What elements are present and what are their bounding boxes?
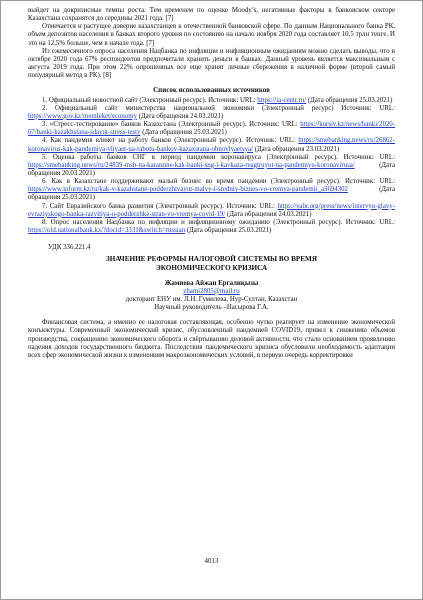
references-title: Список использованных источников [153,86,270,95]
reference-link[interactable]: https://smebanking.news/ru/24839-msb-na-karantine-kak-banki-sng-i-kavkaza-reagiruyut-na-pandemiyu-koronavirusa/ [28,161,355,169]
reference-item [28,105,395,121]
reference-date: (Дата обращения 24.03.2021) [225,210,312,218]
article-title [28,255,395,272]
reference-text: 4. Как пандемия влияет на работу банков (Электронный ресурс). Источник: URL: [42,137,299,145]
reference-item [28,97,395,105]
reference-text: 7. Сайт Евразийского банка развития (Электронный ресурс). Источник: URL: [42,202,278,210]
reference-text: 1. Официальный новостной сайт (Электронный ресурс). Источник: URL: [42,96,258,104]
reference-link[interactable]: https://old.nationalbank.kz/?docid=3331&switch=russian [28,227,186,235]
reference-link[interactable]: https://kursiv.kz/news/banki/2020-07/banki-kazakhstana-sdayut-stress-testy [28,121,395,137]
reference-item [28,178,395,202]
author-email [28,288,395,296]
udk-code: УДК 336.221.4 [48,244,91,252]
reference-date: (Дата обращения 25.03.2021) [140,129,227,137]
reference-item [28,137,395,153]
scientific-supervisor: Научный руководитель –Насырова Г.А. [154,304,269,312]
email-link[interactable]: zhami2805@mail.ru [183,287,240,295]
reference-text: 2. Официальный сайт министерства национальной экономики (Электронный ресурс) Источник: URL: [42,104,395,112]
reference-date: (Дата обращения 25.03.2021) [28,186,395,202]
reference-text: 6. Как в Казахстане поддерживают малый бизнес во время пандемии (Электронный ресурс). Источник: URL: [42,178,395,186]
reference-item [28,219,395,235]
reference-date: (Дата обращения 20.03.2021) [28,161,395,177]
paragraph-3: Из ежемесячного опроса населения Нацбанка по инфляции и инфляционным ожиданиям можно сделать выводы, что в октябре 2020 года 67% респондентов предпочитали хранить деньги в банках. Данный уровень является максимальным с августа 2019 года. При этом 22% опрошенных все еще хранят личные сбережения в наличной форме (второй самый популярный метод в РК). [8] [28,47,395,80]
reference-link[interactable]: https://eabr.org/press/news/intervyu-glavy-evraziyskogo-banka-razvitiya-o-podderzhke-stran-vo-vremya-covid-19/ [28,202,395,218]
reference-date: (Дата обращения 24.03.2021) [136,112,224,120]
paragraph-2: Отмечается и растущее доверие казахстанцев к отечественной банковской сфере. По данным Национального банка РК, объем депозитов населения в банках второго уровня по состоянию на начало ноября 2020 года составляет 10,5 трлн тенге. И это на 12,5% больше, чем в начале года. [7] [28,23,395,47]
reference-text: 8. Опрос населения Нацбанка по инфляции и инфляционному ожиданию (Электронный ресурс). Источник: URL: [42,218,395,226]
paragraph-1: выйдет на докризисные темпы роста. Тем временем по оценке Moody’s, негативные факторы в банковском секторе Казахстана сохранятся до середины 2021 года. [7] [28,7,395,23]
reference-date: (Дата обращения 25.03.2021) [185,227,272,235]
reference-text: 5. Оценка работы банков СНГ в период пандемии коронавируса (Электронный ресурс). Источник: URL: [42,153,395,161]
reference-text: 3. «Стресс-тестирование» банков Казахстана (Электронный ресурс). Источник: URL: [42,121,301,129]
author-affiliation: докторант ЕНУ им. Л.Н. Гумилева, Нур-Султан, Казахстан [125,295,298,303]
article-title-line-1: ЗНАЧЕНИЕ РЕФОРМЫ НАЛОГОВОЙ СИСТЕМЫ ВО ВРЕМЯ [105,255,318,264]
page-number: 4013 [204,556,219,565]
reference-link[interactable]: https://smebanking.news/ru/26862-koronavirus-kak-pandemiya-vliyaet-na-rabotu-bankov-kazaxstana-obnovlyaetsya/ [28,137,395,153]
reference-link[interactable]: https://www.inform.kz/ru/kak-v-kazahstane-podderzhivayut-malyy-i-sredniy-biznes-vo-vremya-pandemii_a3694302 [28,186,348,194]
reference-date: (Дата обращения 23.03.2021) [253,145,340,153]
article-body-paragraph: Финансовая система, а именно ее налоговая составляющая, особенно чутко реагирует на изменение экономической конъюктуры. Современный экономический кризис, обусловленный пандемией COVID19, привел к снижению объемов производства, сокращению экономического оборота и свёртыванию деловой активности, что стало основанием проявлению падения доходов государственного бюджета. Последствия пандемического кризиса обусловили необходимость адаптации всех сфер экономической жизни к изменениям макроэкономических условий, в первую очередь корректировки [28,319,395,359]
reference-link[interactable]: https://www.gov.kz/memleket/economy [28,112,137,120]
author-name: Жамиева Айжан Ергалиқызы [164,279,259,287]
reference-item [28,121,395,137]
references-list [28,97,395,236]
article-title-line-2: ЭКОНОМИЧЕСКОГО КРИЗИСА [155,263,268,272]
reference-item [28,154,395,178]
reference-link[interactable]: https://ia-centr.ru/ [257,96,307,104]
reference-date: (Дата обращения 25.03.2021) [306,96,393,104]
reference-item [28,203,395,219]
